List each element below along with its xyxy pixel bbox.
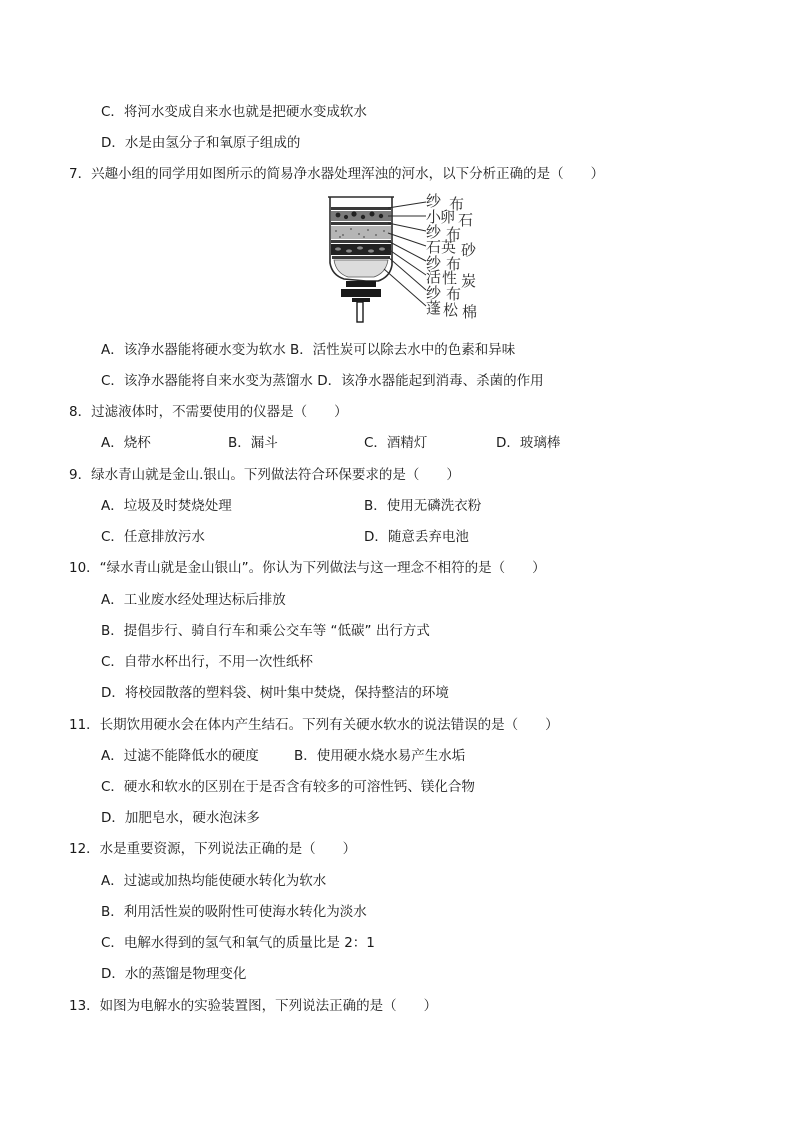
figure-label-sand-a: 石 (426, 238, 442, 256)
figure-label-pebble-a: 小 (426, 208, 442, 226)
figure-label-gauze-4a: 纱 (426, 284, 442, 302)
q10-option-d: D．将校园散落的塑料袋、树叶集中焚烧，保持整洁的环境 (101, 685, 449, 701)
figure-label-pebble-c: 石 (458, 211, 474, 229)
figure-label-gauze-2a: 纱 (426, 223, 442, 241)
figure-label-gauze-4b: 布 (446, 285, 462, 303)
q10-option-a: A．工业废水经处理达标后排放 (101, 592, 286, 608)
q12-option-d: D．水的蒸馏是物理变化 (101, 966, 247, 982)
q9-option-c: C．任意排放污水 (101, 529, 205, 545)
figure-label-cotton-b: 松 (443, 301, 459, 319)
figure-label-carbon-a: 活 (426, 268, 442, 286)
q8-option-a: A．烧杯 (101, 435, 151, 451)
figure-label-gauze-1b: 布 (449, 195, 465, 213)
water-purifier-figure (318, 189, 494, 325)
figure-label-cotton-c: 棉 (462, 303, 478, 321)
q12-option-b: B．利用活性炭的吸附性可使海水转化为淡水 (101, 904, 367, 920)
q9-option-d: D．随意丢弃电池 (364, 529, 469, 545)
figure-label-sand-b: 英 (441, 238, 457, 256)
q6-option-d: D．水是由氢分子和氧原子组成的 (101, 135, 301, 151)
q8-option-d: D．玻璃棒 (496, 435, 561, 451)
q11-option-a: A．过滤不能降低水的硬度 (101, 748, 259, 764)
q9-stem: 9．绿水青山就是金山.银山。下列做法符合环保要求的是（ ） (69, 467, 460, 483)
figure-label-gauze-3b: 布 (446, 255, 462, 273)
q10-option-b: B．提倡步行、骑自行车和乘公交车等 “低碳” 出行方式 (101, 623, 430, 639)
q8-stem: 8．过滤液体时，不需要使用的仪器是（ ） (69, 404, 348, 420)
q11-option-b: B．使用硬水烧水易产生水垢 (294, 748, 466, 764)
figure-label-gauze-1: 纱 (426, 192, 442, 210)
q8-option-b: B．漏斗 (228, 435, 278, 451)
q12-stem: 12．水是重要资源，下列说法正确的是（ ） (69, 841, 357, 857)
q7-stem: 7．兴趣小组的同学用如图所示的简易净水器处理浑浊的河水，以下分析正确的是（ ） (69, 166, 605, 182)
q11-stem: 11．长期饮用硬水会在体内产生结石。下列有关硬水软水的说法错误的是（ ） (69, 717, 559, 733)
q9-option-b: B．使用无磷洗衣粉 (364, 498, 482, 514)
figure-label-gauze-2b: 布 (446, 225, 462, 243)
figure-label-sand-c: 砂 (461, 241, 477, 259)
figure-label-carbon-c: 炭 (461, 272, 477, 290)
q10-stem: 10．“绿水青山就是金山银山”。你认为下列做法与这一理念不相符的是（ ） (69, 560, 546, 576)
q11-option-d: D．加肥皂水，硬水泡沫多 (101, 810, 260, 826)
figure-label-gauze-3a: 纱 (426, 254, 442, 272)
q9-option-a: A．垃圾及时焚烧处理 (101, 498, 232, 514)
q12-option-c: C．电解水得到的氢气和氧气的质量比是 2：1 (101, 935, 375, 951)
q12-option-a: A．过滤或加热均能使硬水转化为软水 (101, 873, 327, 889)
figure-label-cotton-a: 蓬 (426, 299, 442, 317)
q8-option-c: C．酒精灯 (364, 435, 428, 451)
q7-option-ab: A．该净水器能将硬水变为软水 B．活性炭可以除去水中的色素和异味 (101, 342, 516, 358)
figure-label-pebble-b: 卵 (440, 208, 456, 226)
q6-option-c: C．将河水变成自来水也就是把硬水变成软水 (101, 104, 367, 120)
q11-option-c: C．硬水和软水的区别在于是否含有较多的可溶性钙、镁化合物 (101, 779, 475, 795)
water-purifier-diagram (318, 189, 494, 325)
figure-label-carbon-b: 性 (442, 269, 458, 287)
q10-option-c: C．自带水杯出行，不用一次性纸杯 (101, 654, 313, 670)
q7-option-cd: C．该净水器能将自来水变为蒸馏水 D．该净水器能起到消毒、杀菌的作用 (101, 373, 544, 389)
q13-stem: 13．如图为电解水的实验装置图，下列说法正确的是（ ） (69, 998, 438, 1014)
